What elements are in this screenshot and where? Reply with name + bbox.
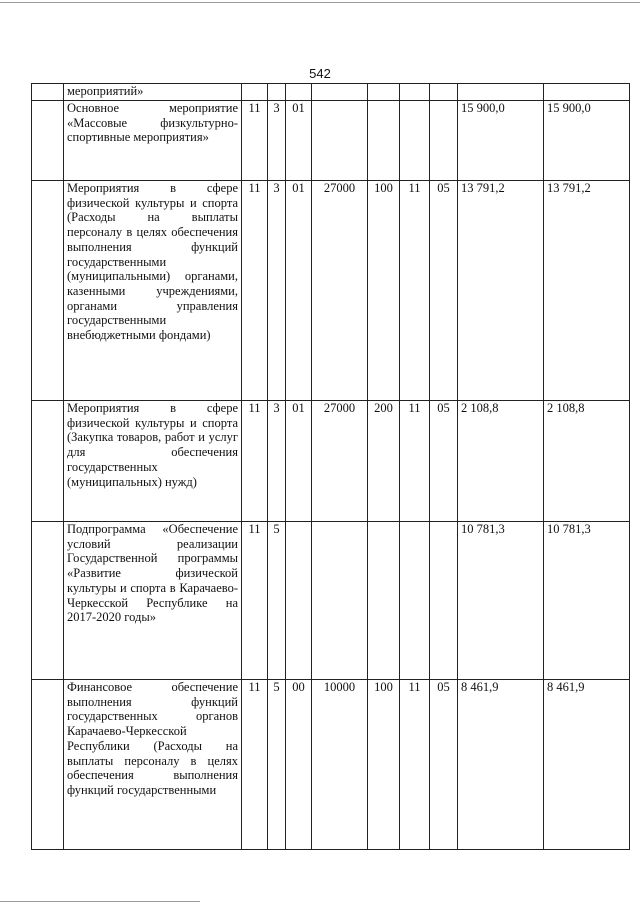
table-body [32, 84, 630, 850]
cell-sum1: 10 781,3 [458, 522, 544, 680]
cell-sum1 [458, 84, 544, 101]
cell-name: Финансовое обеспечение выполнения функций государственных органов Карачаево-Черкесской Республики (Расходы на выплаты персоналу в целях обеспечения выполнения функций государственными [64, 680, 242, 850]
table-row [32, 680, 630, 850]
cell-sum1: 13 791,2 [458, 181, 544, 401]
gutter-cell [32, 680, 64, 850]
cell-section: 11 [242, 101, 268, 181]
cell-vr [368, 101, 400, 181]
cell-sum2: 15 900,0 [544, 101, 630, 181]
scan-artifact-top [0, 2, 640, 3]
cell-section: 11 [242, 522, 268, 680]
budget-table [31, 83, 630, 850]
cell-rz [400, 101, 430, 181]
cell-subsection: 3 [268, 181, 286, 401]
cell-sum2 [544, 84, 630, 101]
cell-code [312, 522, 368, 680]
cell-subsection: 5 [268, 680, 286, 850]
cell-vr: 200 [368, 401, 400, 522]
cell-name: Мероприятия в сфере физической культуры и спорта (Расходы на выплаты персоналу в целях обеспечения выполнения функций государственными (муниципальными) органами, казенными учреждениями, органами управления государственными внебюджетными фондами) [64, 181, 242, 401]
cell-subsection [268, 84, 286, 101]
cell-rz: 11 [400, 680, 430, 850]
cell-pr: 05 [430, 181, 458, 401]
cell-rz [400, 522, 430, 680]
cell-pr: 05 [430, 680, 458, 850]
cell-rz [400, 84, 430, 101]
gutter-cell [32, 84, 64, 101]
cell-name: Подпрограмма «Обеспечение условий реализации Государственной программы «Развитие физической культуры и спорта в Карачаево-Черкесской Республике на 2017-2020 годы» [64, 522, 242, 680]
cell-vr [368, 522, 400, 680]
gutter-cell [32, 522, 64, 680]
cell-code: 27000 [312, 181, 368, 401]
cell-section: 11 [242, 401, 268, 522]
gutter-cell [32, 401, 64, 522]
cell-pr [430, 84, 458, 101]
table-row [32, 101, 630, 181]
table-row [32, 401, 630, 522]
cell-subsection: 3 [268, 401, 286, 522]
table-row [32, 522, 630, 680]
cell-vr: 100 [368, 181, 400, 401]
cell-sum2: 8 461,9 [544, 680, 630, 850]
cell-pr: 05 [430, 401, 458, 522]
table-row [32, 84, 630, 101]
page-number: 542 [309, 66, 331, 81]
cell-section [242, 84, 268, 101]
cell-item [286, 522, 312, 680]
cell-code [312, 84, 368, 101]
cell-item [286, 84, 312, 101]
cell-code: 10000 [312, 680, 368, 850]
cell-item: 01 [286, 101, 312, 181]
cell-sum2: 13 791,2 [544, 181, 630, 401]
table-row [32, 181, 630, 401]
cell-name: Основное мероприятие «Массовые физкультурно-спортивные мероприятия» [64, 101, 242, 181]
cell-sum2: 10 781,3 [544, 522, 630, 680]
cell-pr [430, 522, 458, 680]
cell-item: 01 [286, 181, 312, 401]
cell-section: 11 [242, 181, 268, 401]
cell-section: 11 [242, 680, 268, 850]
scan-artifact-bottom [0, 901, 200, 902]
gutter-cell [32, 181, 64, 401]
cell-vr [368, 84, 400, 101]
cell-name: мероприятий» [64, 84, 242, 101]
cell-sum2: 2 108,8 [544, 401, 630, 522]
cell-pr [430, 101, 458, 181]
cell-subsection: 3 [268, 101, 286, 181]
cell-item: 01 [286, 401, 312, 522]
cell-rz: 11 [400, 401, 430, 522]
cell-sum1: 2 108,8 [458, 401, 544, 522]
cell-sum1: 8 461,9 [458, 680, 544, 850]
cell-rz: 11 [400, 181, 430, 401]
cell-code: 27000 [312, 401, 368, 522]
gutter-cell [32, 101, 64, 181]
cell-sum1: 15 900,0 [458, 101, 544, 181]
cell-code [312, 101, 368, 181]
cell-subsection: 5 [268, 522, 286, 680]
cell-vr: 100 [368, 680, 400, 850]
cell-item: 00 [286, 680, 312, 850]
cell-name: Мероприятия в сфере физической культуры и спорта (Закупка товаров, работ и услуг для обеспечения государственных (муниципальных) нужд) [64, 401, 242, 522]
